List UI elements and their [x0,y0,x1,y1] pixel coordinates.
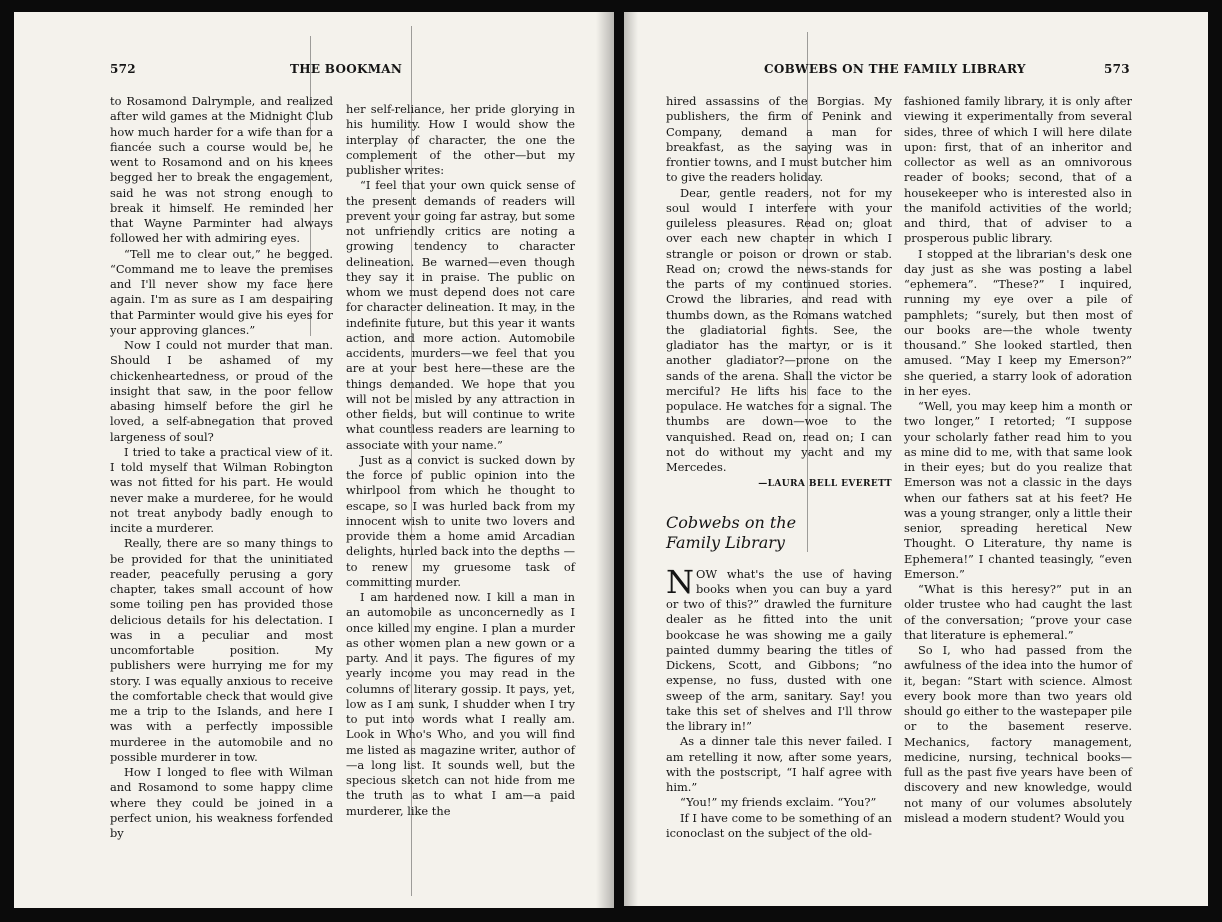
paragraph: Really, there are so many things to be provided for that the uninitiated reader, peacefully perusing a gory chapter, takes small account of how some toiling pen has provided those delicious details for his delectation. I was in a peculiar and most uncomfortable position. My publishers were hurrying me for my story. I was equally anxious to receive the comfortable check that would give me a trip to the Islands, and here I was with a perfectly impossible murderee in the automobile and no possible murderer in tow. [110,536,333,764]
right-page [624,12,1208,906]
text-column-1 [666,94,892,841]
essay-body [666,562,892,842]
running-head: THE BOOKMAN [290,62,403,76]
paragraph: fashioned family library, it is only after viewing it experimentally from several sides, three of which I will here dilate upon: first, that of an inheritor and collector as well as an omnivorous reader of books; second, that of a housekeeper who is interested also in the manifold activities of the world; and third, that of adviser to a prosperous public library. [904,94,1132,246]
paragraph: OW what's the use of having books when you can buy a yard or two of this?” drawled the furniture dealer as he fitted into the unit bookcase he was showing me a gaily painted dummy bearing the titles of Dickens, Scott, and Gibbons; “no expense, no fuss, dusted with one sweep of the arm, sanitary. Say! you take this set of shelves and I'll throw the library in!” [666,566,892,733]
author-attribution: —LAURA BELL EVERETT [758,479,892,490]
paragraph: If I have come to be something of an iconoclast on the subject of the old- [666,810,892,840]
running-head: COBWEBS ON THE FAMILY LIBRARY [764,62,1026,76]
gutter-shadow [624,12,638,906]
paragraph: “Well, you may keep him a month or two longer,” I retorted; “I suppose your scholarly father read him to you as mine did to me, with that same look in their eyes; but do you realize that Emerson was not a classic in the days when our fathers sat at his feet? He was a young stranger, only a little their senior, spreading heretical New Thought. O Literature, thy name is Ephemera!” I chanted teasingly, “even Emerson.” [904,399,1132,581]
drop-cap: N [666,562,694,601]
section-title [666,513,892,553]
paragraph: How I longed to flee with Wilman and Rosamond to some happy clime where they could be joined in a perfect union, his weakness forfended by [110,765,333,840]
paragraph: hired assassins of the Borgias. My publishers, the firm of Penink and Company, demand a man for breakfast, as the saying was in frontier towns, and I must butcher him to give the readers holiday. [666,94,892,185]
page-number: 573 [1104,62,1130,76]
section-title-line-2: Family Library [666,532,785,552]
paragraph: Dear, gentle readers, not for my soul would I interfere with your guileless pleasures. Read on; gloat over each new chapter in which I strangle or poison or drown or stab. Read on; crowd the news-stands for the parts of my continued stories. Crowd the libraries, and read with thumbs down, as the Romans watched the gladiatorial fights. See, the gladiator has the martyr, or is it another gladiator?—prone on the sands of the arena. Shall the victor be merciful? He lifts his face to the populace. He watches for a signal. The thumbs are down—woe to the vanquished. Read on, read on; I can not do without my yacht and my Mercedes. [666,185,892,474]
essay-ending [666,94,892,475]
paragraph: I tried to take a practical view of it. I told myself that Wilman Robington was not fitted for his part. He would never make a murderee, for he would not treat anybody badly enough to incite a murderer. [110,444,333,535]
section-title-line-1: Cobwebs on the [666,512,797,532]
paragraph: Just as a convict is sucked down by the force of public opinion into the whirlpool from which he thought to escape, so I was hurled back from my innocent wish to unite two lovers and provide them a home amid Arcadian delights, hurled back into the depths —to renew my gruesome task of committing murder. [346,452,575,589]
gutter-shadow [596,12,614,908]
paragraph: As a dinner tale this never failed. I am retelling it now, after some years, with the postscript, “I half agree with him.” [666,734,892,794]
paragraph: her self-reliance, her pride glorying in his humility. How I would show the interplay of character, the one the complement of the other—but my publisher writes: [346,102,575,177]
paragraph: “Tell me to clear out,” he begged. “Command me to leave the premises and I'll never show my face here again. I'm as sure as I am despairing that Parminter would give his eyes for your approving glances.” [110,246,333,337]
paragraph: I am hardened now. I kill a man in an automobile as unconcernedly as I once killed my engine. I plan a murder as other women plan a new gown or a party. And it pays. The figures of my yearly income you may read in the columns of literary gossip. It pays, yet, low as I am sunk, I shudder when I try to put into words what I really am. Look in Who's Who, and you will find me listed as magazine writer, author of—a long list. It sounds well, but the specious sketch can not hide from me the truth as to what I am—a paid murderer, like the [346,590,575,818]
paragraph: to Rosamond Dalrymple, and realized after wild games at the Midnight Club how much harder for a wife than for a fiancée such a course would be, he went to Rosamond and on his knees begged her to break the engagement, said he was not strong enough to break it himself. He reminded her that Wayne Parminter had always followed her with admiring eyes. [110,94,333,246]
text-column-1 [110,94,333,841]
paragraph: “I feel that your own quick sense of the present demands of readers will prevent your going far astray, but some not unfriendly critics are noting a growing tendency to character delineation. Be warned—even though they say it in praise. The public on whom we must depend does not care for character delineation. It may, in the indefinite future, but this year it wants action, and more action. Automobile accidents, murders—we feel that you are at your best here—these are the things demanded. We hope that you will not be misled by any attraction in other fields, but will continue to write what countless readers are learning to associate with your name.” [346,178,575,452]
paragraph: “What is this heresy?” put in an older trustee who had caught the last of the conversation; “prove your case that literature is ephemeral.” [904,582,1132,642]
page-number: 572 [110,62,136,76]
paragraph: I stopped at the librarian's desk one day just as she was posting a label “ephemera”. “These?” I inquired, running my eye over a pile of pamphlets; “surely, but then most of our books are—the whole twenty thousand.” She looked startled, then amused. “May I keep my Emerson?” she queried, a starry look of adoration in her eyes. [904,246,1132,398]
paragraph: “You!” my friends exclaim. “You?” [680,795,877,810]
text-column-2 [904,94,1132,826]
paragraph: Now I could not murder that man. Should I be ashamed of my chickenheartedness, or proud of the insight that saw, in the poor fellow abasing himself before the girl he loved, a self-abnegation that proved largeness of soul? [110,338,333,444]
text-column-2 [346,102,575,819]
left-page [14,12,614,908]
paragraph: So I, who had passed from the awfulness of the idea into the humor of it, began: “Start with science. Almost every book more than two years old should go either to the wastepaper pile or to the basement reserve. Mechanics, factory management, medicine, nursing, technical books—full as the past five years have been of discovery and new knowledge, would not many of our volumes absolutely mislead a modern student? Would you [904,643,1132,825]
